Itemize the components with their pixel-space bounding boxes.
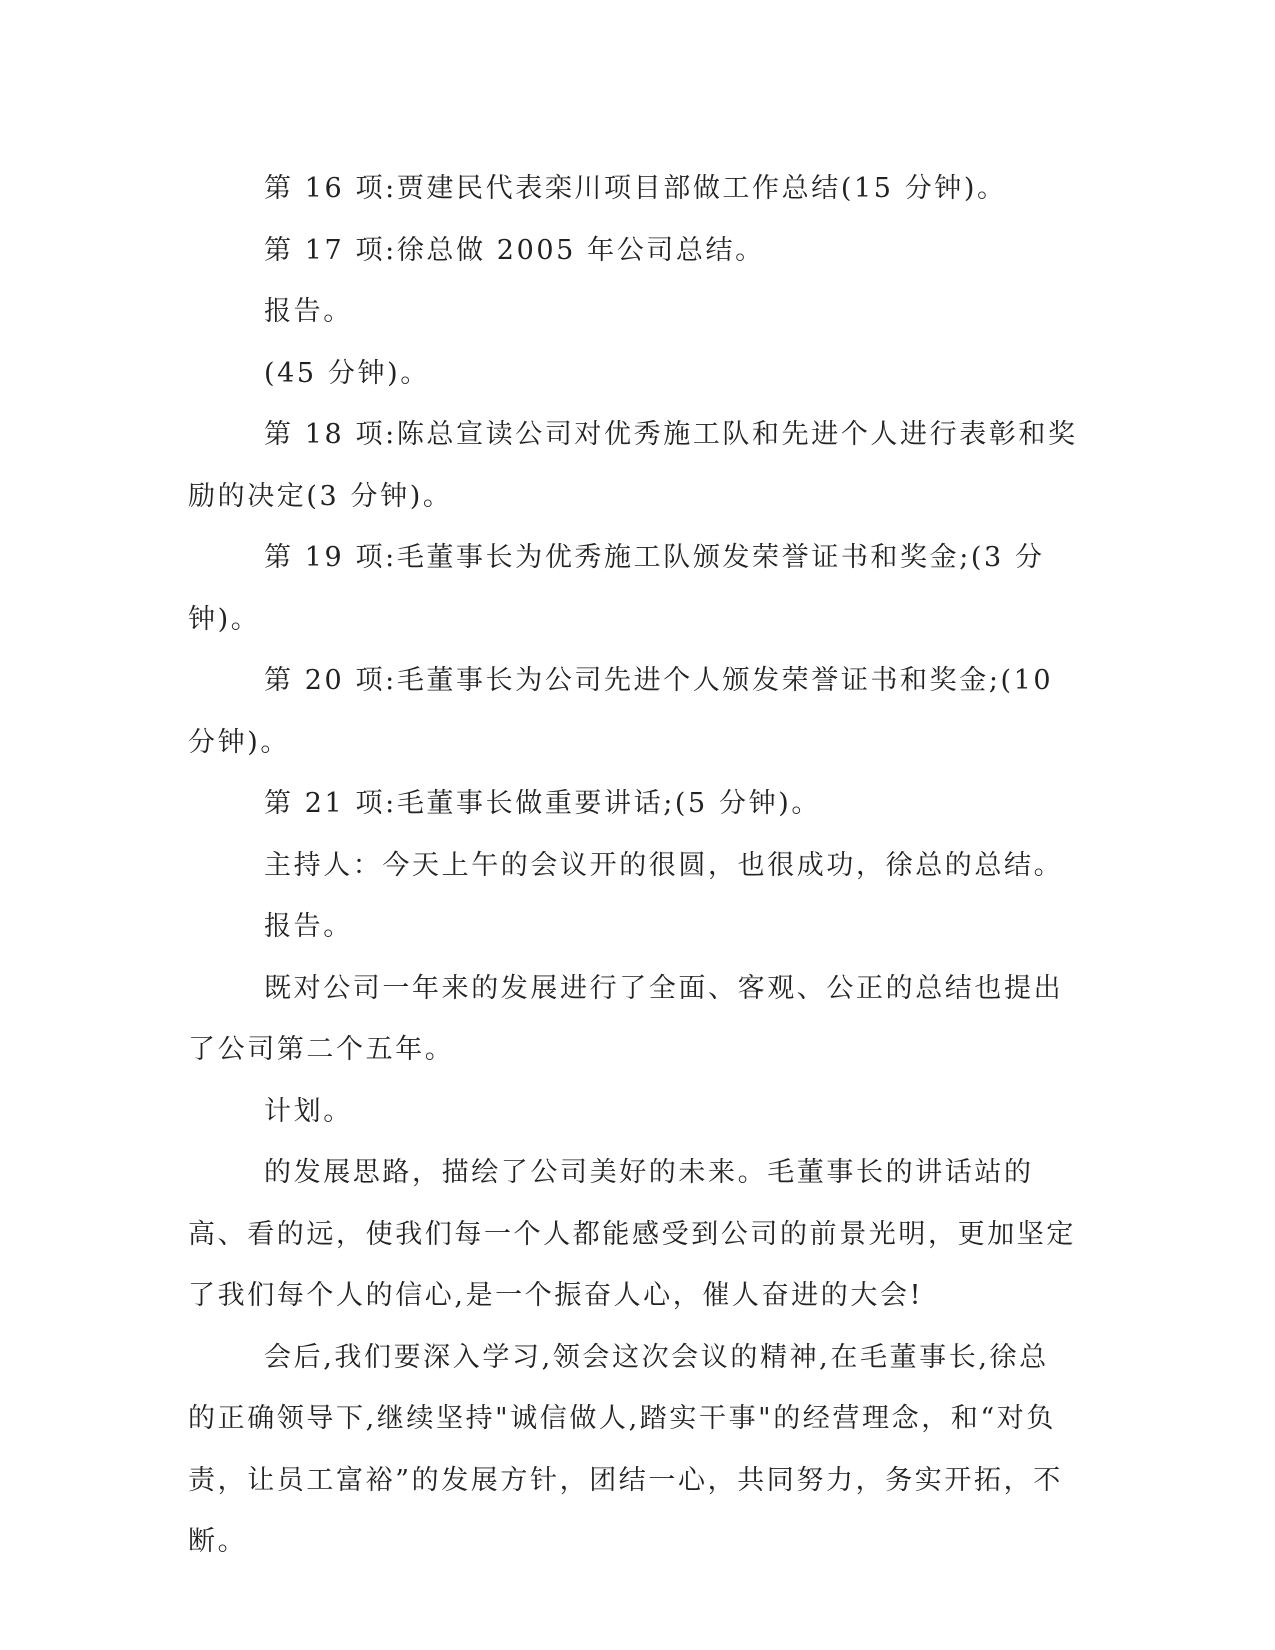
paragraph-item-20: 第 20 项:毛董事长为公司先进个人颁发荣誉证书和奖金;(10 分钟)。 <box>188 665 1054 758</box>
paragraph-report-2: 报告。 <box>264 911 353 942</box>
paragraph-plan: 计划。 <box>264 1095 353 1127</box>
paragraph-item-18: 第 18 项:陈总宣读公司对优秀施工队和先进个人进行表彰和奖励的决定(3 分钟)。 <box>188 419 1078 512</box>
paragraph-host-remarks: 主持人：今天上午的会议开的很圆，也很成功，徐总的总结。 <box>264 849 1064 881</box>
document-body <box>188 158 1078 1573</box>
paragraph-closing: 会后,我们要深入学习,领会这次会议的精神,在毛董事长,徐总的正确领导下,继续坚持"诚信做人,踏实干事"的经营理念，和“对负责，让员工富裕”的发展方针，团结一心，共同努力，务实开拓，不断。 <box>188 1341 1063 1557</box>
paragraph-development: 的发展思路，描绘了公司美好的未来。毛董事长的讲话站的高、看的远，使我们每一个人都能感受到公司的前景光明，更加坚定了我们每个人的信心,是一个振奋人心，催人奋进的大会! <box>188 1157 1076 1311</box>
paragraph-report-1: 报告。 <box>264 296 353 327</box>
paragraph-item-17: 第 17 项:徐总做 2005 年公司总结。 <box>264 234 765 266</box>
paragraph-item-21: 第 21 项:毛董事长做重要讲话;(5 分钟)。 <box>264 788 821 819</box>
paragraph-summary: 既对公司一年来的发展进行了全面、客观、公正的总结也提出了公司第二个五年。 <box>188 972 1064 1065</box>
paragraph-duration-45: (45 分钟)。 <box>264 357 430 389</box>
paragraph-item-19: 第 19 项:毛董事长为优秀施工队颁发荣誉证书和奖金;(3 分钟)。 <box>188 542 1045 635</box>
paragraph-item-16: 第 16 项:贾建民代表栾川项目部做工作总结(15 分钟)。 <box>264 173 1007 204</box>
